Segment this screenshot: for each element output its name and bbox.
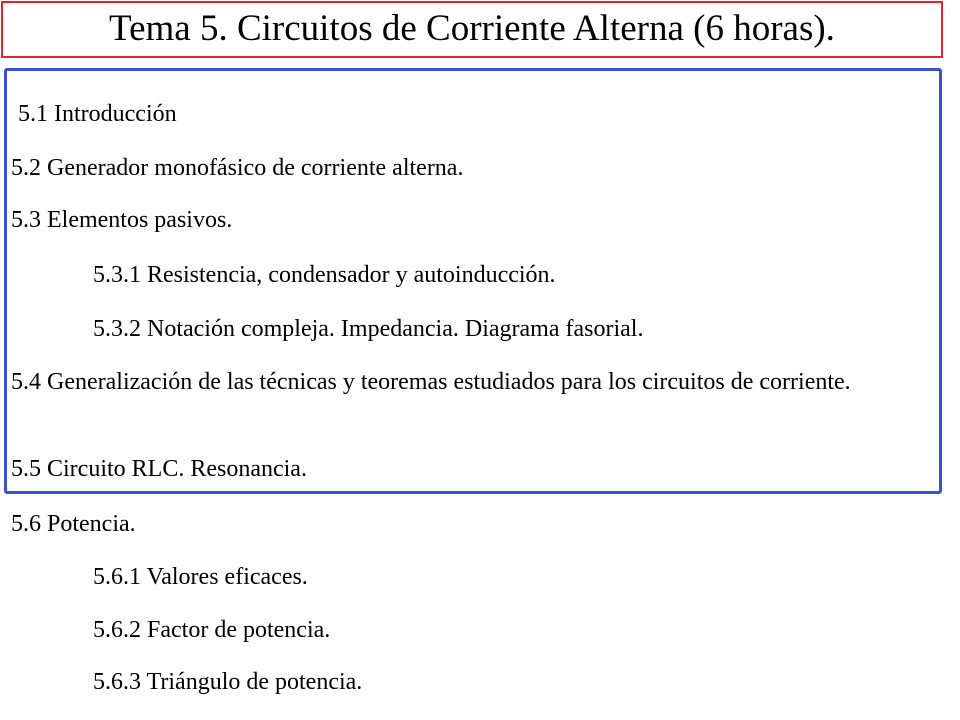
outline-item-5-6: 5.6 Potencia. bbox=[11, 511, 136, 537]
outline-item-5-3-1: 5.3.1 Resistencia, condensador y autoinducción. bbox=[93, 262, 556, 288]
outline-item-5-3-2: 5.3.2 Notación compleja. Impedancia. Diagrama fasorial. bbox=[93, 316, 644, 342]
outline-item-5-2: 5.2 Generador monofásico de corriente alterna. bbox=[11, 155, 464, 181]
outline-item-5-4: 5.4 Generalización de las técnicas y teoremas estudiados para los circuitos de corriente. bbox=[11, 369, 851, 395]
slide-title: Tema 5. Circuitos de Corriente Alterna (6 horas). bbox=[109, 7, 835, 49]
outline-item-5-3: 5.3 Elementos pasivos. bbox=[11, 207, 233, 233]
outline-item-5-5: 5.5 Circuito RLC. Resonancia. bbox=[11, 456, 307, 482]
slide-title-box bbox=[1, 1, 943, 58]
outline-item-5-6-2: 5.6.2 Factor de potencia. bbox=[93, 617, 331, 643]
outline-item-5-6-1: 5.6.1 Valores eficaces. bbox=[93, 564, 308, 590]
outline-item-5-6-3: 5.6.3 Triángulo de potencia. bbox=[93, 669, 363, 695]
outline-item-5-1: 5.1 Introducción bbox=[18, 101, 177, 127]
